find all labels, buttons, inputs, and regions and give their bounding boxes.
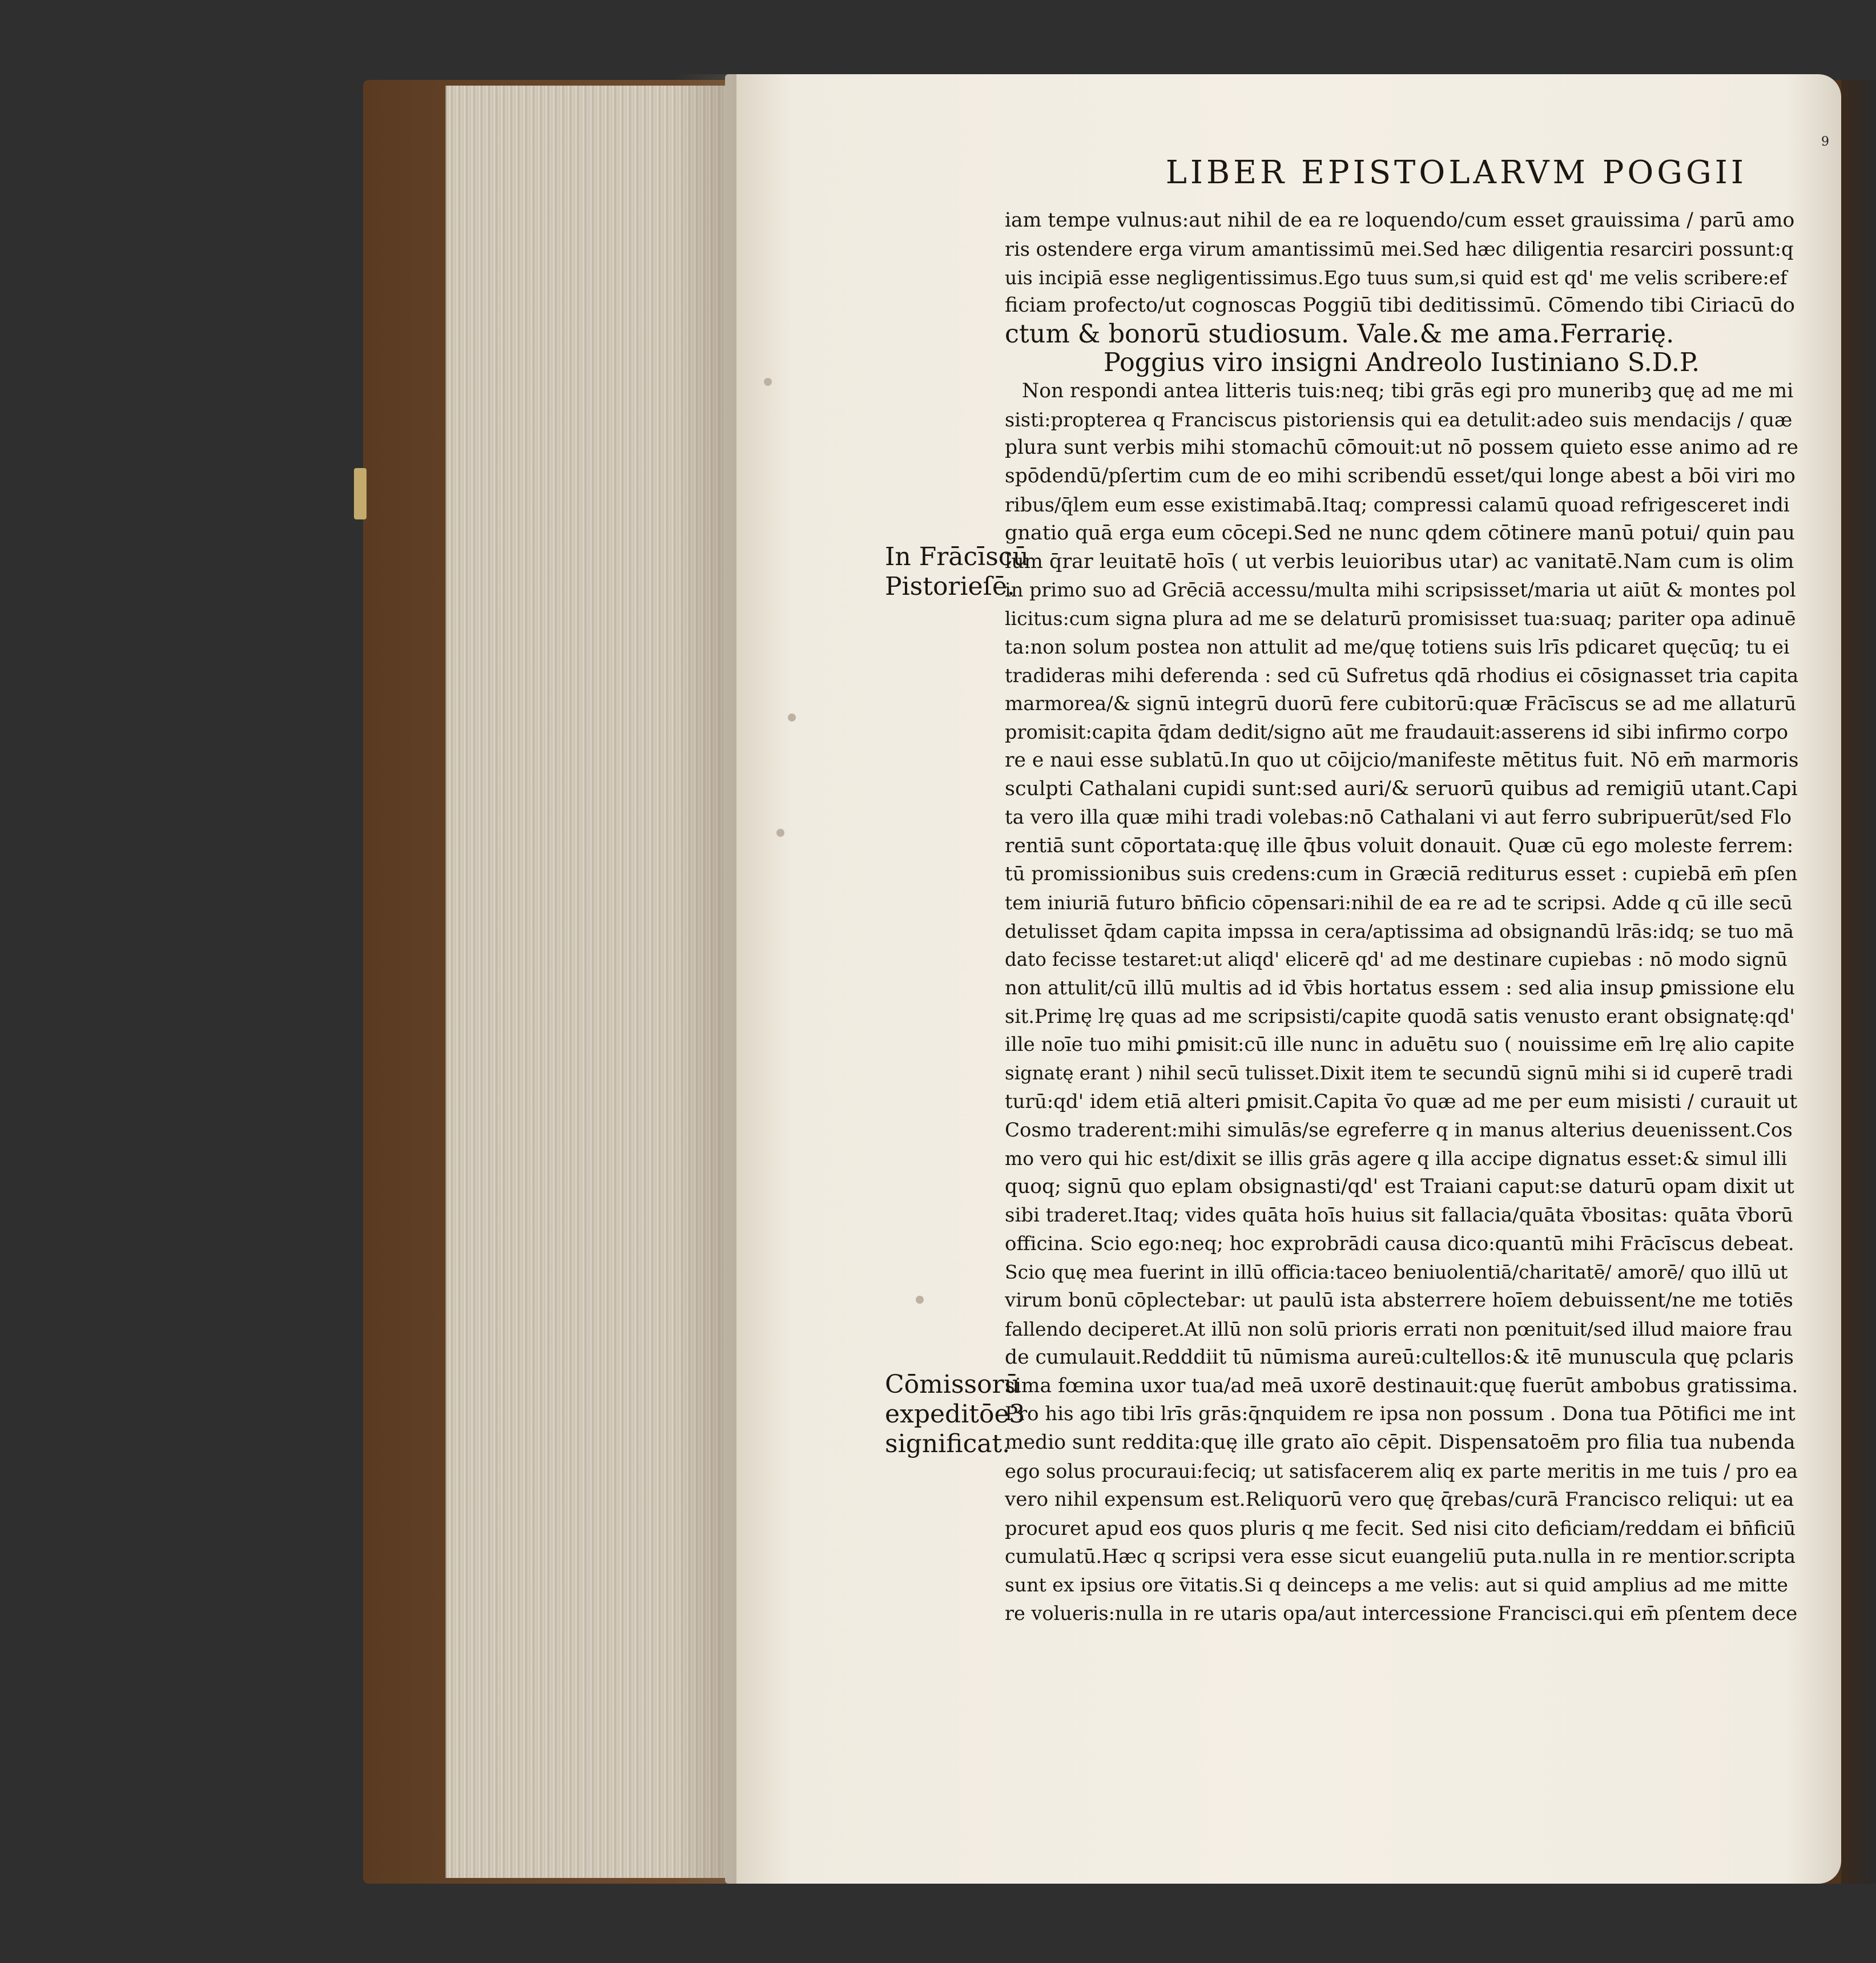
text-line: ille noīe tuo mihi ꝑmisit:cū ille nunc in aduētu suo ( nouissime em̄ lrę alio capite [1005, 1033, 1795, 1057]
clasp [354, 468, 367, 519]
binding-hole [916, 1296, 924, 1304]
text-line: cumulatū.Hæc q scripsi vera esse sicut euangeliū puta.nulla in re mentior.scripta [1005, 1545, 1796, 1568]
text-line: fallendo deciperet.At illū non solū prioris errati non pœnituit/sed illud maiore frau [1005, 1318, 1793, 1341]
text-line: ta:non solum postea non attulit ad me/quę totiens suis lrīs pdicaret quęcūq; tu ei [1005, 635, 1790, 658]
text-line: Pro his ago tibi lrīs grās:q̄nquidem re ipsa non possum . Dona tua Pōtifici me int [1005, 1402, 1796, 1426]
margin-note-line: Pistorieſē. [885, 572, 1015, 601]
text-line: licitus:cum signa plura ad me se delaturū promisisset tua:suaq; pariter opa adinuē [1005, 607, 1796, 630]
text-line: Cosmo traderent:mihi simulās/se egreferre q in manus alterius deuenissent.Cos [1005, 1118, 1793, 1142]
margin-note-line: In Frācīscū [885, 542, 1029, 571]
text-line: quoq; signū quo eplam obsignasti/qd' est Traiani caput:se daturū opam dixit ut [1005, 1175, 1794, 1199]
margin-note-line: significat. [885, 1429, 1011, 1458]
text-line: re e naui esse sublatū.In quo ut cōijcio/manifeste mētitus fuit. Nō em̄ marmoris [1005, 749, 1798, 772]
text-line: procuret apud eos quos pluris q me fecit. Sed nisi cito deficiam/reddam ei bn̄ficiū [1005, 1517, 1796, 1539]
text-line: sisti:propterea q Franciscus pistoriensis qui ea detulit:adeo suis mendacijs / quæ [1005, 408, 1793, 431]
text-line: tradideras mihi deferenda : sed cū Sufretus qdā rhodius ei cōsignasset tria capita [1005, 664, 1798, 687]
text-line: ris ostendere erga virum amantissimū mei.Sed hæc diligentia resarciri possunt:q [1005, 237, 1794, 260]
text-line: iam tempe vulnus:aut nihil de ea re loquendo/cum esset grauissima / parū amo [1005, 209, 1795, 232]
binding-hole [776, 829, 784, 837]
text-line: ficiam profecto/ut cognoscas Poggiū tibi deditissimū. Cōmendo tibi Ciriacū do [1005, 294, 1795, 317]
gutter-shadow [674, 74, 736, 1884]
text-line: promisit:capita q̄dam dedit/signo aūt me fraudauit:asserens id sibi infirmo corpo [1005, 721, 1788, 744]
text-line: ribus/q̄lem eum esse existimabā.Itaq; compressi calamū quoad refrigesceret indi [1005, 493, 1790, 516]
text-line: ctum & bonorū studiosum. Vale.& me ama.Ferrarię. [1005, 320, 1674, 349]
folio-number: 9 [1821, 135, 1829, 149]
margin-note-line: Cōmissorū [885, 1370, 1020, 1399]
text-line: sculpti Cathalani cupidi sunt:sed auri/& seruorū quibus ad remigiū utant.Capi [1005, 777, 1798, 800]
text-line: marmorea/& signū integrū duorū fere cubitorū:quæ Frācīscus se ad me allaturū [1005, 692, 1797, 715]
text-line: plura sunt verbis mihi stomachū cōmouit:ut nō possem quieto esse animo ad re [1005, 436, 1798, 459]
text-line: officina. Scio ego:neq; hoc exprobrādi causa dico:quantū mihi Frācīscus debeat. [1005, 1232, 1794, 1255]
text-line: rentiā sunt cōportata:quę ille q̄bus voluit donauit. Quæ cū ego moleste ferrem: [1005, 834, 1794, 857]
text-line: ego solus procuraui:feciq; ut satisfacerem aliq ex parte meritis in me tuis / pro ea [1005, 1460, 1798, 1483]
text-line: sibi traderet.Itaq; vides quāta hoīs huius sit fallacia/quāta v̄bositas: quāta v̄borū [1005, 1203, 1793, 1227]
binding-hole [764, 378, 772, 386]
text-line: gnatio quā erga eum cōcepi.Sed ne nunc qdem cōtinere manū potui/ quin pau [1005, 521, 1795, 545]
text-line: vero nihil expensum est.Reliquorū vero quę q̄rebas/curā Francisco reliqui: ut ea [1005, 1488, 1794, 1511]
text-line: in primo suo ad Grēciā accessu/multa mihi scripsisset/maria ut aiūt & montes pol [1005, 579, 1796, 602]
text-line: spōdendū/pſertim cum de eo mihi scribendū esset/qui longe abest a bōi viri mo [1005, 465, 1796, 488]
text-line: re volueris:nulla in re utaris opa/aut intercessione Francisci.qui em̄ pſentem dece [1005, 1602, 1798, 1625]
text-line: lum q̄rar leuitatē hoīs ( ut verbis leuioribus utar) ac vanitatē.Nam cum is olim [1005, 550, 1794, 573]
letter-body [1005, 207, 1798, 1625]
text-line: sit.Primę lrę quas ad me scripsisti/capite quodā satis venusto erant obsignatę:qd' [1005, 1005, 1795, 1028]
text-line: signatę erant ) nihil secū tulisset.Dixit item te secundū signū mihi si id cuperē tradi [1005, 1062, 1793, 1084]
margin-note-line: expeditōe3 [885, 1400, 1025, 1429]
text-line: tem iniuriā futuro bn̄ficio cōpensari:nihil de ea re ad te scripsi. Adde q cū ille secū [1005, 892, 1793, 914]
text-line: Scio quę mea fuerint in illū officia:taceo beniuolentiā/charitatē/ amorē/ quo illū ut [1005, 1261, 1788, 1284]
text-line: turū:qd' idem etiā alteri ꝑmisit.Capita v̄o quæ ad me per eum misisti / curauit ut [1005, 1090, 1798, 1113]
cover-right-edge [1841, 80, 1876, 1884]
margin-note [885, 1370, 1025, 1461]
text-line: uis incipiā esse negligentissimus.Ego tuus sum,si quid est qd' me velis scribere:ef [1005, 266, 1788, 289]
text-line: de cumulauit.Redddiit tū nūmisma aureū:cultellos:& itē munuscula quę pclaris [1005, 1345, 1794, 1369]
running-head: LIBER EPISTOLARVM POGGII [1165, 154, 1747, 191]
letter-heading: Poggius viro insigni Andreolo Iustiniano S.D.P. [1103, 348, 1700, 377]
text-line: dato fecisse testaret:ut aliqd' elicerē qd' ad me destinare cupiebas : nō modo signū [1005, 948, 1788, 970]
text-line: non attulit/cū illū multis ad id v̄bis hortatus essem : sed alia insup ꝑmissione elu [1005, 976, 1796, 999]
text-line: sima fœmina uxor tua/ad meā uxorē destinauit:quę fuerūt ambobus gratissima. [1005, 1374, 1798, 1397]
margin-note [885, 542, 1029, 605]
text-line: Non respondi antea litteris tuis:neq; tibi grās egi pro muneribꝫ quę ad me mi [1022, 379, 1794, 402]
text-line: virum bonū cōplectebar: ut paulū ista absterrere hoīem debuissent/ne me totiēs [1005, 1289, 1793, 1312]
text-line: mo vero qui hic est/dixit se illis grās agere q illa accipe dignatus esset:& simul illi [1005, 1147, 1788, 1170]
text-line: tū promissionibus suis credens:cum in Græciā rediturus esset : cupiebā em̄ pſen [1005, 862, 1798, 886]
text-line: sunt ex ipsius ore v̄itatis.Si q deinceps a me velis: aut si quid amplius ad me mitte [1005, 1574, 1788, 1597]
text-line: medio sunt reddita:quę ille grato aīo cēpit. Dispensatoēm pro filia tua nubenda [1005, 1431, 1796, 1454]
text-line: detulisset q̄dam capita impssa in cera/aptissima ad obsignandū lrās:idq; se tuo mā [1005, 920, 1794, 942]
text-line: ta vero illa quæ mihi tradi volebas:nō Cathalani vi aut ferro subripuerūt/sed Flo [1005, 805, 1792, 829]
binding-hole [788, 714, 796, 721]
